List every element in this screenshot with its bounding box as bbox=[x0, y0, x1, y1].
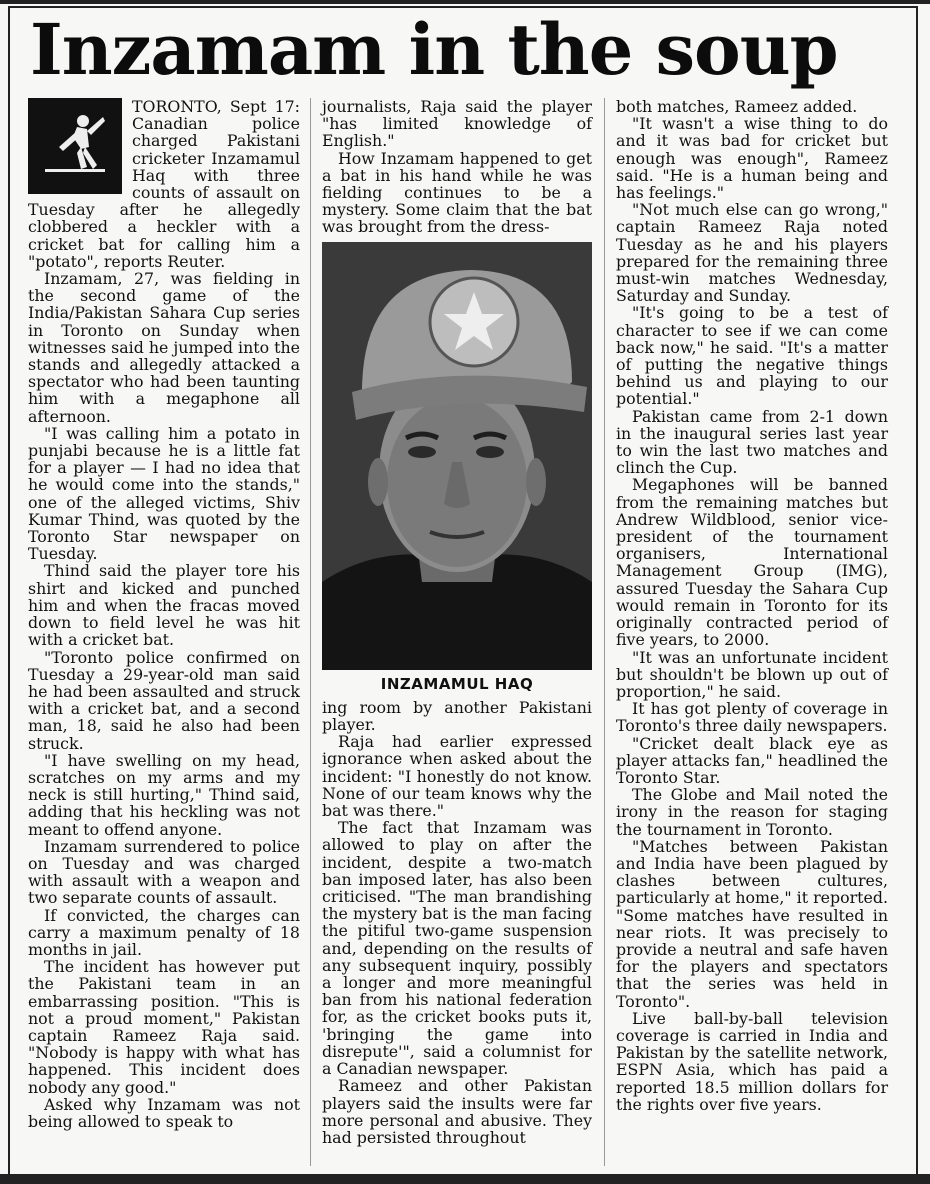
article-column-2 bbox=[322, 98, 592, 1146]
paragraph: TORONTO, Sept 17: Canadian police charged Pakistani cricketer Inzamamul Haq with three counts of assault on Tuesday after he allegedly clobbered a heckler with a cricket bat for calling him a "potato", reports Reuter. bbox=[28, 97, 300, 271]
headline: Inzamam in the soup bbox=[30, 8, 838, 91]
column-divider bbox=[604, 98, 605, 1166]
paragraph: Raja had earlier expressed ignorance when asked about the incident: "I honestly do not know. None of our team knows why the bat was there." bbox=[322, 732, 592, 821]
bottom-rule bbox=[0, 1174, 930, 1184]
paragraph: The Globe and Mail noted the irony in the reason for staging the tournament in Toronto. bbox=[616, 785, 888, 839]
paragraph: "Toronto police confirmed on Tuesday a 29-year-old man said he had been assaulted and struck with a cricket bat, and a second man, 18, said he also had been struck. bbox=[28, 647, 300, 753]
paragraph: How Inzamam happened to get a bat in his hand while he was fielding continues to be a mystery. Some claim that the bat was brought from the dress- bbox=[322, 148, 592, 237]
article-column-3 bbox=[616, 98, 888, 1113]
paragraph: Thind said the player tore his shirt and kicked and punched him and when the fracas moved down to field level he was hit with a cricket bat. bbox=[28, 561, 300, 650]
paragraph: Inzamam, 27, was fielding in the second game of the India/Pakistan Sahara Cup series in Toronto on Sunday when witnesses said he jumped into the stands and allegedly attacked a spectator who had been taunting him with a megaphone all afternoon. bbox=[28, 269, 301, 426]
paragraph: ing room by another Pakistani player. bbox=[322, 697, 592, 735]
paragraph: Asked why Inzamam was not being allowed to speak to bbox=[28, 1094, 300, 1131]
paragraph: The incident has however put the Pakistani team in an embarrassing position. "This is not a proud moment," Pakistan captain Rameez Raja said. "Nobody is happy with what has happened. This incident does nobody any good." bbox=[28, 957, 300, 1097]
paragraph: Pakistan came from 2-1 down in the inaugural series last year to win the last two matches and clinch the Cup. bbox=[616, 406, 888, 478]
paragraph: both matches, Rameez added. bbox=[616, 97, 858, 116]
paragraph: It has got plenty of coverage in Toronto's three daily newspapers. bbox=[616, 699, 888, 736]
paragraph: The fact that Inzamam was allowed to play on after the incident, despite a two-match ban imposed later, has also been criticised. "The man brandishing the mystery bat is the man facing the pitiful two-game suspension and, depending on the results of any subsequent inquiry, possibly a longer and more meaningful ban from his national federation for, as the cricket books puts it, 'bringing the game into disrepute'", said a columnist for a Canadian newspaper. bbox=[322, 818, 592, 1079]
paragraph: "It's going to be a test of character to see if we can come back now," he said. "It's a matter of putting the negative things behind us and playing to our potential." bbox=[616, 303, 888, 409]
paragraph: Rameez and other Pakistan players said the insults were far more personal and abusive. They had persisted throughout bbox=[322, 1076, 592, 1147]
top-rule bbox=[0, 0, 930, 4]
paragraph: Live ball-by-ball television coverage is carried in India and Pakistan by the satellite network, ESPN Asia, which has paid a reported 18.5 million dollars for the rights over five years. bbox=[616, 1008, 888, 1114]
paragraph: "I have swelling on my head, scratches on my arms and my neck is still hurting," Thind said, adding that his heckling was not meant to offend anyone. bbox=[28, 750, 300, 839]
paragraph: "Matches between Pakistan and India have been plagued by clashes between cultures, particularly at home," it reported. "Some matches have resulted in near riots. It was precisely to provide a neutral and safe haven for the players and spectators that the series was held in Toronto". bbox=[616, 836, 888, 1011]
paragraph: journalists, Raja said the player "has limited knowledge of English." bbox=[322, 97, 592, 151]
paragraph: "It wasn't a wise thing to do and it was bad for cricket but enough was enough", Rameez said. "He is a human being and has feelings." bbox=[616, 114, 888, 203]
photo-caption: INZAMAMUL HAQ bbox=[380, 674, 534, 693]
paragraph: Megaphones will be banned from the remaining matches but Andrew Wildblood, senior vice-president of the tournament organisers, International Management Group (IMG), assured Tuesday the Sahara Cup would remain in Toronto for its originally contracted period of five years, to 2000. bbox=[616, 475, 888, 650]
paragraph: Inzamam surrendered to police on Tuesday and was charged with assault with a weapon and two separate counts of assault. bbox=[28, 836, 300, 908]
cricket-batsman-icon bbox=[28, 98, 122, 194]
paragraph: If convicted, the charges can carry a maximum penalty of 18 months in jail. bbox=[28, 905, 300, 959]
article-column-1 bbox=[28, 98, 300, 1130]
paragraph: "I was calling him a potato in punjabi because he is a little fat for a player — I had no idea that he would come into the stands," one of the alleged victims, Shiv Kumar Thind, was quoted by the Toronto Star newspaper on Tuesday. bbox=[28, 423, 300, 564]
paragraph: "Not much else can go wrong," captain Rameez Raja noted Tuesday as he and his players prepared for the remaining three must-win matches Wednesday, Saturday and Sunday. bbox=[616, 200, 888, 306]
column-divider bbox=[310, 98, 311, 1166]
paragraph: "Cricket dealt black eye as player attacks fan," headlined the Toronto Star. bbox=[616, 733, 888, 787]
paragraph: "It was an unfortunate incident but shouldn't be blown up out of proportion," he said. bbox=[616, 647, 888, 701]
player-photo bbox=[322, 242, 592, 670]
